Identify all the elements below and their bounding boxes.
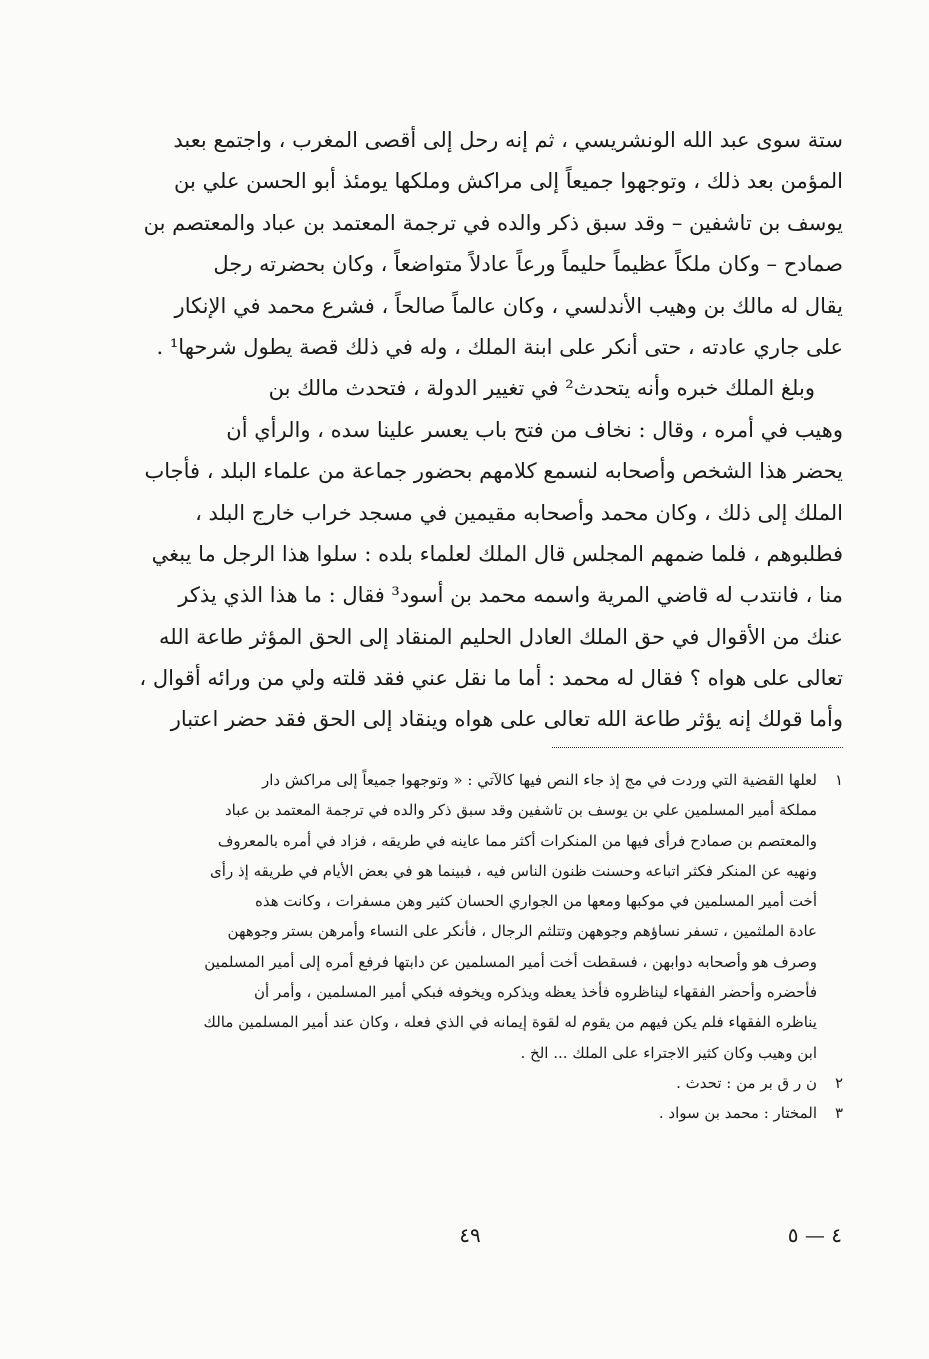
body-line: الملك إلى ذلك ، وكان محمد وأصحابه مقيمين في مسجد خراب خارج البلد ، bbox=[195, 500, 843, 525]
body-line: على جاري عادته ، حتى أنكر على ابنة الملك ، وله في ذلك قصة يطول شرحها¹ . bbox=[156, 334, 843, 359]
footnote-line: وصرف هو وأصحابه دوابهن ، فسقطت أخت أمير المسلمين عن دابتها فرفع أمره إلى أمير المسلمين bbox=[204, 952, 817, 971]
footnote-line: لعلها القضية التي وردت في مج إذ جاء النص فيها كالآتي : « وتوجهوا جميعاً إلى مراكش دار bbox=[261, 771, 817, 789]
footnote-number: ٣ bbox=[834, 1104, 843, 1123]
footnote-3 bbox=[130, 1098, 843, 1128]
body-line: منا ، فانتدب له قاضي المرية واسمه محمد بن أسود³ فقال : ما هذا الذي يذكر bbox=[178, 583, 843, 608]
footnote-line: يناظره الفقهاء فلم يكن فيهم من يقوم له لقوة إيمانه في الذي فعله ، وكان عند أمير المسلمين مالك bbox=[203, 1013, 817, 1032]
footnote-1 bbox=[130, 765, 843, 795]
body-line: المؤمن بعد ذلك ، وتوجهوا جميعاً إلى مراكش وملكها يومئذ أبو الحسن علي بن bbox=[174, 169, 843, 194]
footnote-line: ابن وهيب وكان كثير الاجتراء على الملك ... الخ . bbox=[520, 1043, 817, 1062]
body-line: عنك من الأقوال في حق الملك العادل الحليم المنقاد إلى الحق المؤثر طاعة الله bbox=[159, 624, 843, 649]
footnote-separator bbox=[552, 747, 843, 748]
body-line: وهيب في أمره ، وقال : نخاف من فتح باب يعسر علينا سده ، والرأي أن bbox=[226, 417, 843, 442]
main-text bbox=[130, 120, 843, 741]
footnote-2 bbox=[130, 1068, 843, 1098]
body-line-paragraph-start: وبلغ الملك خبره وأنه يتحدث² في تغيير الدولة ، فتحدث مالك بن bbox=[268, 376, 815, 401]
footnote-line: مملكة أمير المسلمين علي بن يوسف بن تاشفين وقد سبق ذكر والده في ترجمة المعتمد بن عباد bbox=[225, 801, 817, 820]
footnote-number: ٢ bbox=[834, 1073, 843, 1092]
signature-mark: ٤ — ٥ bbox=[787, 1223, 842, 1247]
footnote-line: فأحضره وأحضر الفقهاء ليناظروه فأخذ يعظه ويذكره ويخوفه فبكي أمير المسلمين ، وأمر أن bbox=[254, 983, 817, 1002]
body-line: فطلبوهم ، فلما ضمهم المجلس قال الملك لعلماء بلده : سلوا هذا الرجل ما يبغي bbox=[151, 541, 843, 566]
footnote-line: ن ر ق بر من : تحدث . bbox=[676, 1073, 817, 1092]
body-line: صمادح – وكان ملكاً عظيماً حليماً ورعاً عادلاً متواضعاً ، وكان بحضرته رجل bbox=[213, 252, 843, 277]
body-line: تعالى على هواه ؟ فقال له محمد : أما ما نقل عني فقد قلته ولي من ورائه أقوال ، bbox=[139, 666, 843, 691]
footnote-line: ونهيه عن المنكر فكثر اتباعه وحسنت ظنون الناس فيه ، فبينما هو في بعض الأيام في طريقه إذ رأى bbox=[210, 861, 817, 880]
body-line: يحضر هذا الشخص وأصحابه لنسمع كلامهم بحضور جماعة من علماء البلد ، فأجاب bbox=[144, 459, 843, 484]
body-line: يوسف بن تاشفين – وقد سبق ذكر والده في ترجمة المعتمد بن عباد والمعتصم بن bbox=[143, 210, 843, 235]
footnote-line: والمعتصم بن صمادح فرأى فيها من المنكرات أكثر مما عاينه في طريقه ، فزاد في أمره بالمعروف bbox=[217, 831, 817, 850]
footnote-line: أخت أمير المسلمين في موكبها ومعها من الجواري الحسان كثير وهن مسفرات ، وكانت هذه bbox=[254, 892, 817, 911]
footnote-line: المختار : محمد بن سواد . bbox=[658, 1104, 817, 1123]
body-line: ستة سوى عبد الله الونشريسي ، ثم إنه رحل إلى أقصى المغرب ، واجتمع بعبد bbox=[173, 128, 843, 152]
footnote-line: عادة الملثمين ، تسفر نساؤهم وجوههن وتتلثم الرجال ، فأنكر على النساء وأمرهن بستر وجوههن bbox=[227, 922, 817, 941]
page-number: ٤٩ bbox=[459, 1223, 481, 1247]
body-line: وأما قولك إنه يؤثر طاعة الله تعالى على هواه وينقاد إلى الحق فقد حضر اعتبار bbox=[170, 707, 843, 732]
body-line: يقال له مالك بن وهيب الأندلسي ، وكان عالماً صالحاً ، فشرع محمد في الإنكار bbox=[174, 293, 843, 318]
footnotes bbox=[130, 765, 843, 1129]
footnote-number: ١ bbox=[834, 771, 843, 789]
